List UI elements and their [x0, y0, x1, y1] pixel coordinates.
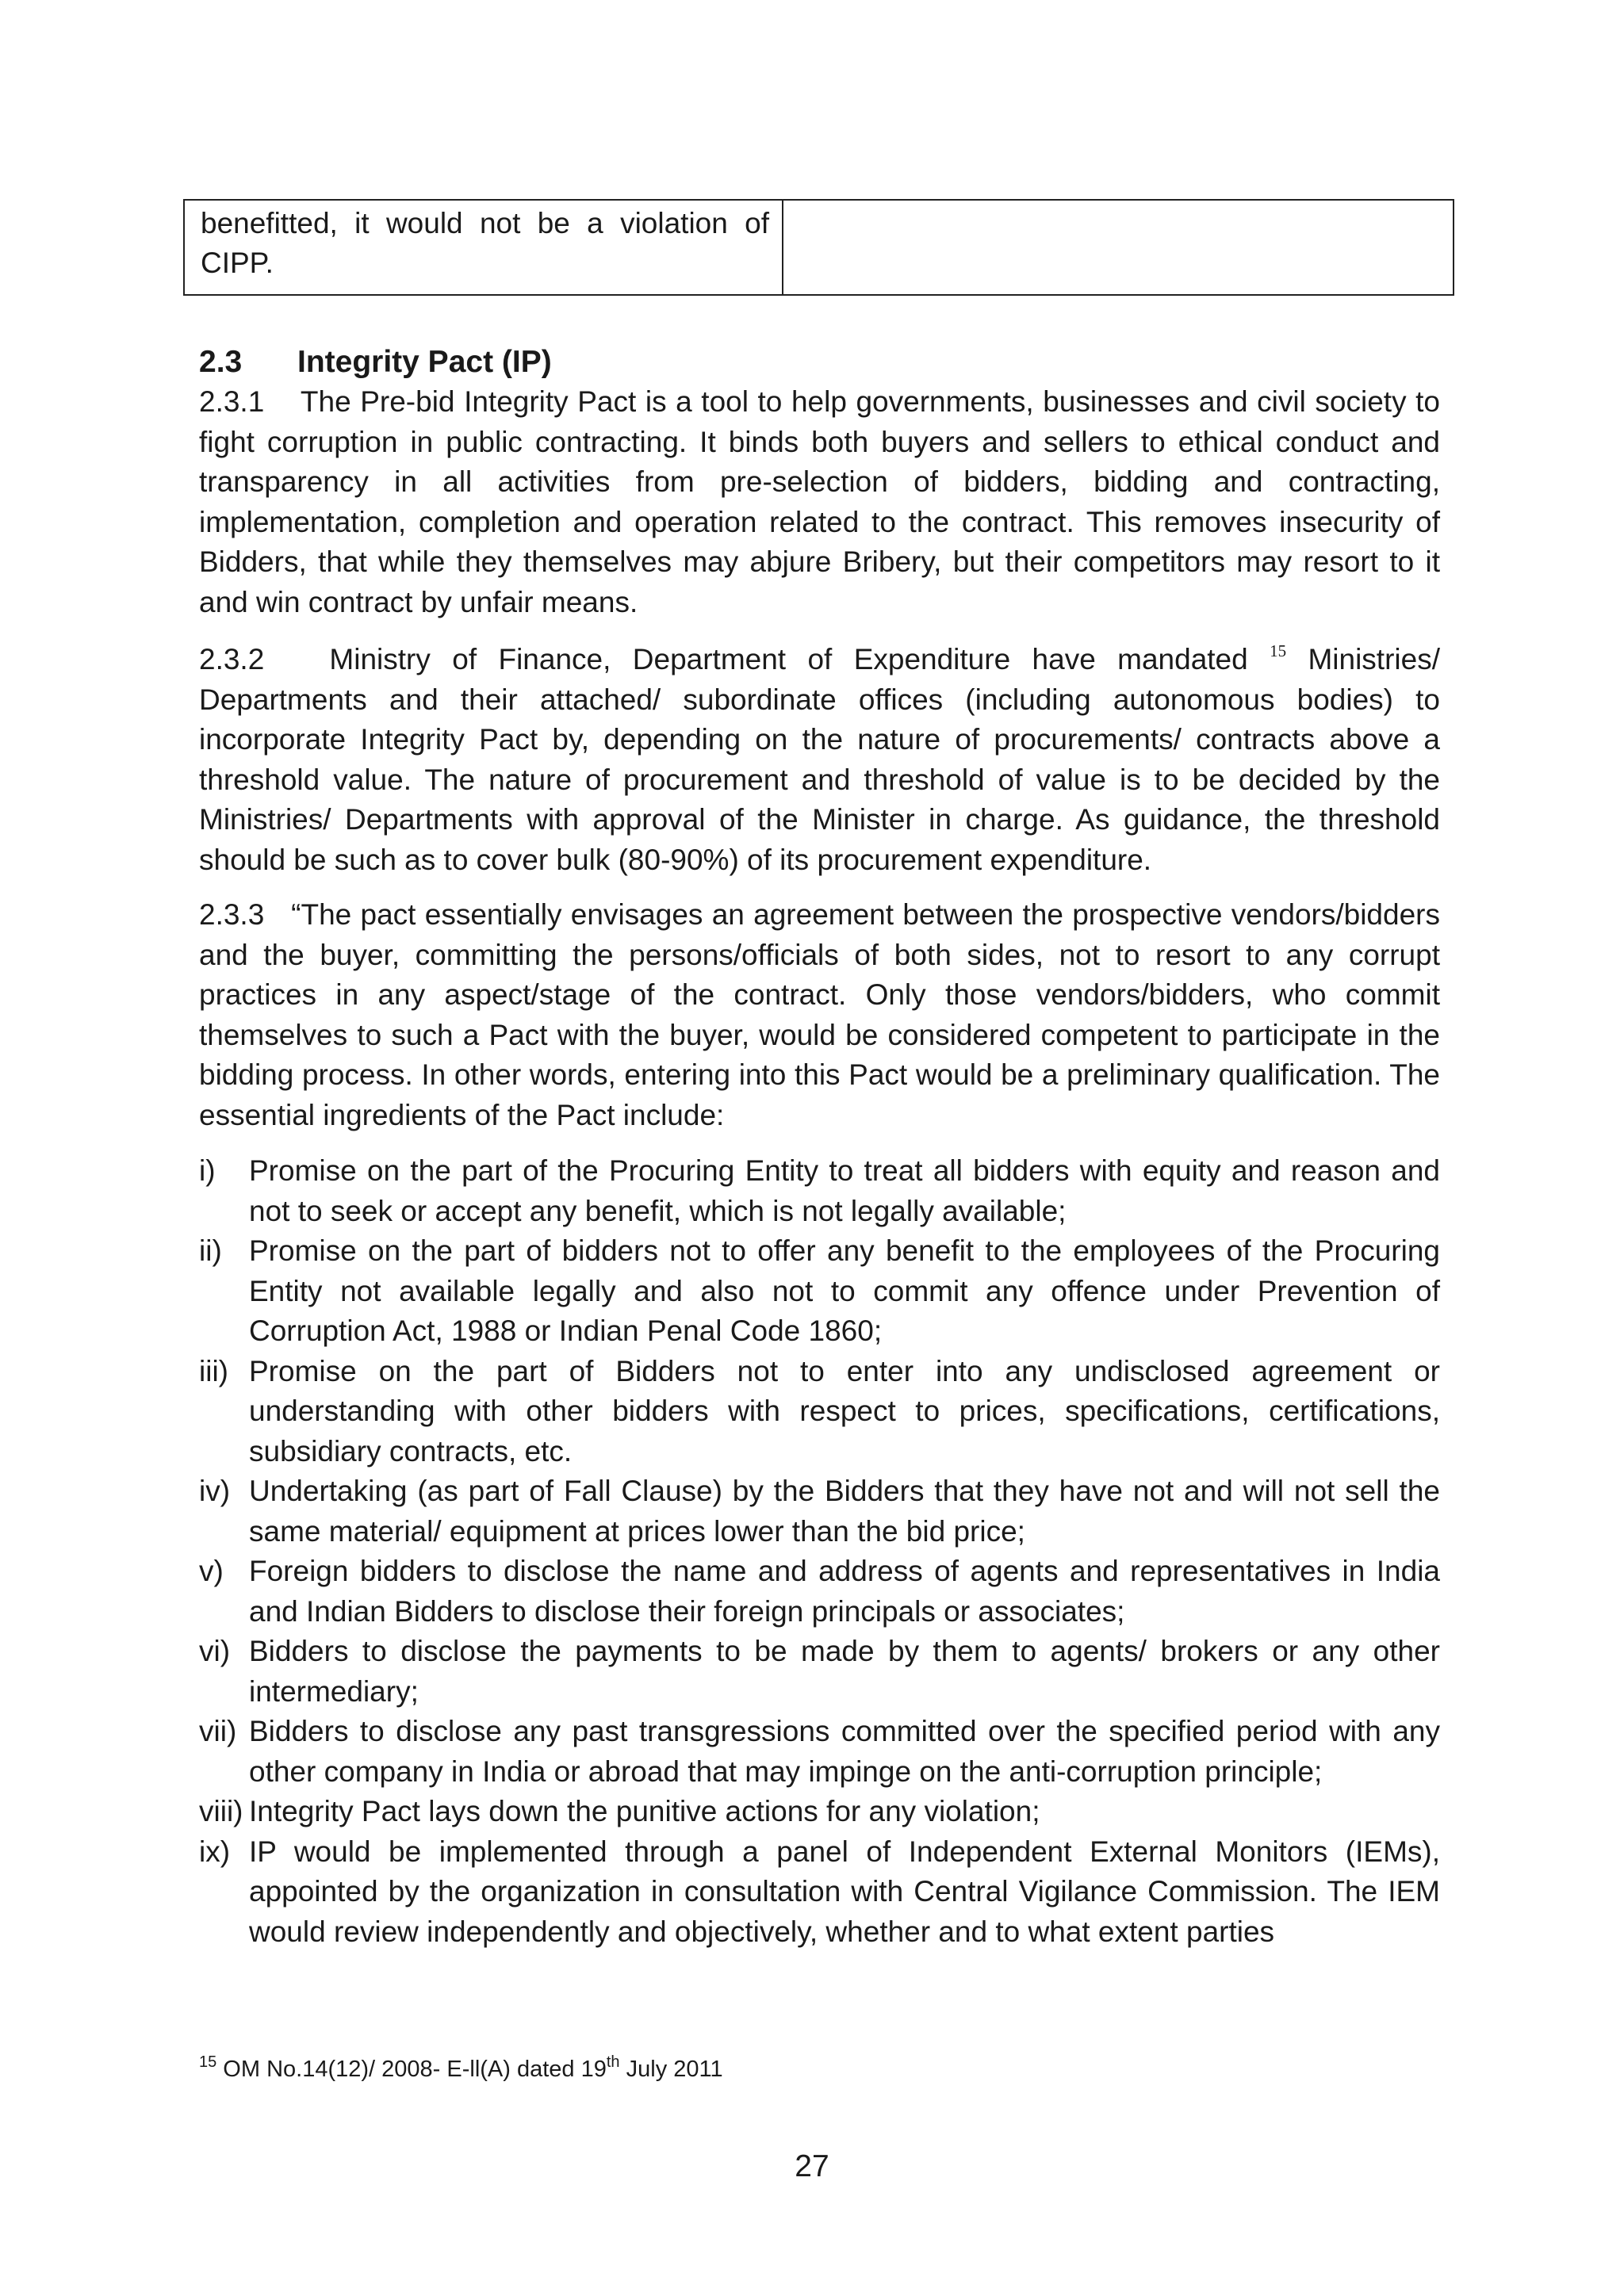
- list-item-text: Bidders to disclose any past transgressions committed over the specified period with any other company in India or abroad that may impinge on the anti-corruption principle;: [249, 1715, 1440, 1788]
- footnote-text: OM No.14(12)/ 2008- E-ll(A) dated 19: [216, 2057, 607, 2082]
- list-item-text: Bidders to disclose the payments to be made by them to agents/ brokers or any other intermediary;: [249, 1635, 1440, 1708]
- paragraph-text: 2.3.3 “The pact essentially envisages an agreement between the prospective vendors/bidders and the buyer, committing the persons/officials of both sides, not to resort to any corrupt practices in any aspect/stage of the contract. Only those vendors/bidders, who commit themselves to such a Pact with the buyer, would be considered competent to participate in the bidding process. In other words, entering into this Pact would be a preliminary qualification. The essential ingredients of the Pact include:: [199, 898, 1449, 1131]
- list-item: [199, 1552, 1440, 1632]
- list-item: [199, 1352, 1440, 1472]
- list-marker: ix): [199, 1835, 231, 1868]
- list-marker: i): [199, 1154, 216, 1187]
- footnote-text-end: July 2011: [619, 2057, 723, 2082]
- list-item: [199, 1712, 1440, 1792]
- list-item-text: Promise on the part of bidders not to offer any benefit to the employees of the Procuring Entity not available legally and also not to commit any offence under Prevention of Corruption Act, 1988 or Indian Penal Code 1860;: [249, 1234, 1440, 1347]
- list-item-text: Promise on the part of Bidders not to enter into any undisclosed agreement or understanding with other bidders with respect to prices, specifications, certifications, subsidiary contracts, etc.: [249, 1354, 1440, 1468]
- list-item: [199, 1471, 1440, 1552]
- footnote-number: 15: [199, 2053, 217, 2071]
- list-item: [199, 1832, 1440, 1953]
- page-number: 27: [795, 2149, 829, 2183]
- footnote: [199, 2053, 723, 2085]
- paragraph-text-part: Ministries/ Departments and their attached/ subordinate offices (including autonomous bodies) to incorporate Integrity Pact by, depending on the nature of procurements/ contracts above a threshold value. The nature of procurement and threshold of value is to be decided by the Ministries/ Departments with approval of the Minister in charge. As guidance, the threshold should be such as to cover bulk (80-90%) of its procurement expenditure.: [199, 643, 1449, 876]
- table-cell-right: [783, 201, 1453, 294]
- list-marker: viii): [199, 1795, 243, 1827]
- table-fragment: [183, 199, 1454, 296]
- footnote-reference: 15: [1270, 641, 1287, 660]
- paragraph-text-part: 2.3.2 Ministry of Finance, Department of Expenditure have mandated: [199, 643, 1270, 675]
- paragraph-text: 2.3.1 The Pre-bid Integrity Pact is a tool to help governments, businesses and civil society to fight corruption in public contracting. It binds both buyers and sellers to ethical conduct and transparency in all activities from pre-selection of bidders, bidding and contracting, implementation, completion and operation related to the contract. This removes insecurity of Bidders, that while they themselves may abjure Bribery, but their competitors may resort to it and win contract by unfair means.: [199, 385, 1449, 618]
- list-marker: ii): [199, 1234, 222, 1267]
- pact-ingredients-list: [199, 1151, 1440, 1952]
- paragraph-2-3-1: [199, 382, 1449, 622]
- list-item: [199, 1151, 1440, 1231]
- paragraph-2-3-2: [199, 640, 1449, 880]
- list-item: [199, 1792, 1440, 1832]
- list-item: [199, 1632, 1440, 1712]
- table-cell-left: benefitted, it would not be a violation of CIPP.: [185, 201, 783, 294]
- list-item-text: Integrity Pact lays down the punitive actions for any violation;: [249, 1795, 1040, 1827]
- footnote-ordinal: th: [606, 2053, 620, 2071]
- section-number: 2.3: [199, 345, 243, 379]
- section-heading: [199, 342, 552, 382]
- list-item-text: IP would be implemented through a panel of Independent External Monitors (IEMs), appointed by the organization in consultation with Central Vigilance Commission. The IEM would review independently and objectively, whether and to what extent parties: [249, 1835, 1440, 1948]
- list-marker: v): [199, 1555, 224, 1587]
- list-marker: vi): [199, 1635, 231, 1667]
- list-marker: iii): [199, 1354, 228, 1387]
- list-item-text: Promise on the part of the Procuring Entity to treat all bidders with equity and reason and not to seek or accept any benefit, which is not legally available;: [249, 1154, 1440, 1227]
- section-title: Integrity Pact (IP): [297, 345, 552, 379]
- paragraph-2-3-3: [199, 895, 1449, 1135]
- list-item: [199, 1231, 1440, 1352]
- list-marker: iv): [199, 1475, 231, 1507]
- paragraph-text: [199, 640, 1449, 880]
- list-item-text: Undertaking (as part of Fall Clause) by the Bidders that they have not and will not sell the same material/ equipment at prices lower than the bid price;: [249, 1475, 1440, 1548]
- list-marker: vii): [199, 1715, 237, 1747]
- list-item-text: Foreign bidders to disclose the name and address of agents and representatives in India and Indian Bidders to disclose their foreign principals or associates;: [249, 1555, 1440, 1628]
